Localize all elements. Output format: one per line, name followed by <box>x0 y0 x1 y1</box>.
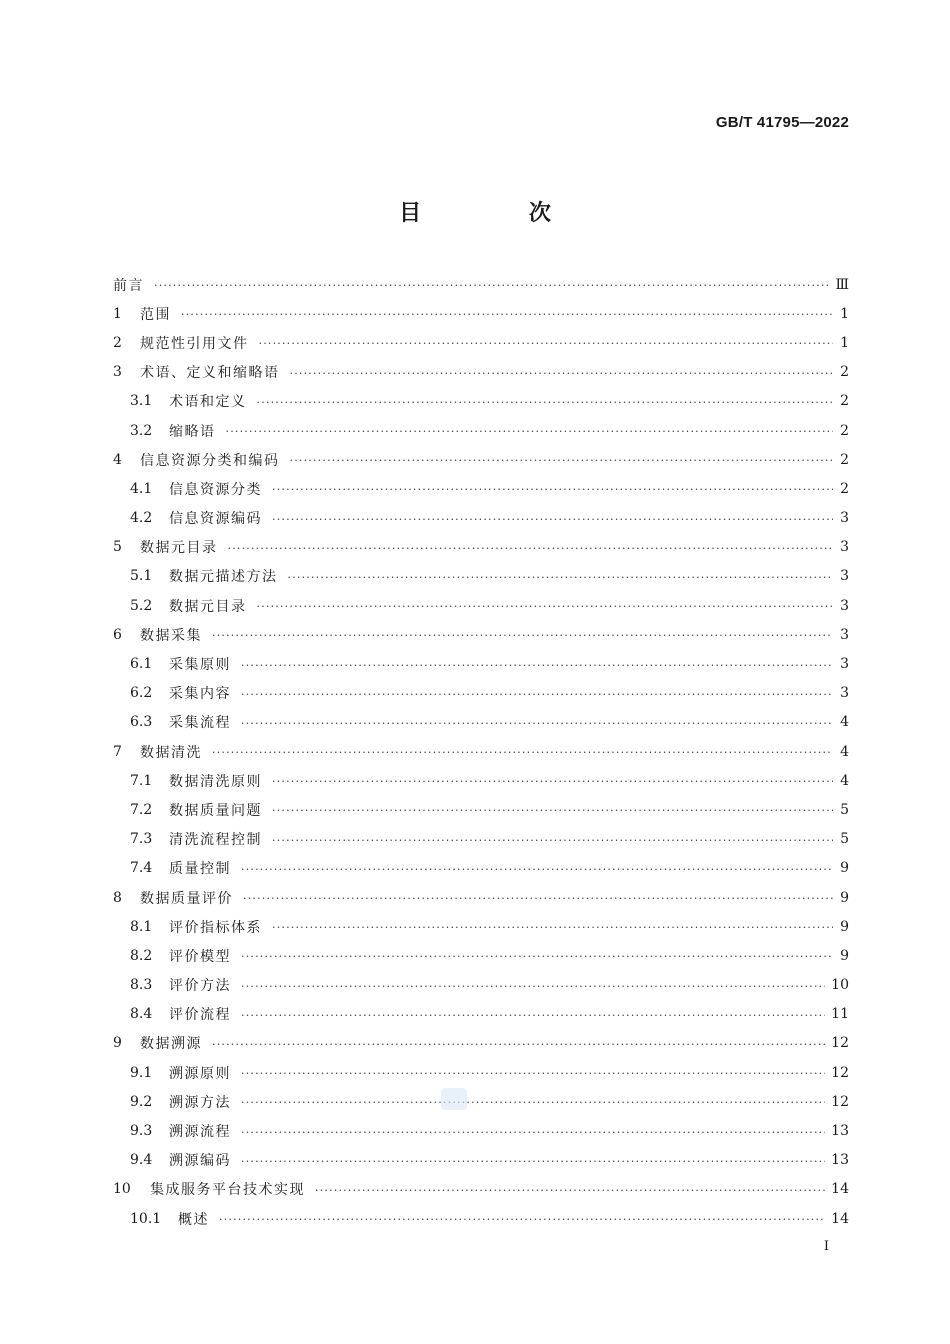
toc-entry-page: 12 <box>831 1093 849 1110</box>
toc-entry-page: Ⅲ <box>835 276 849 293</box>
toc-entry-title: 清洗流程控制 <box>169 832 262 849</box>
toc-entry-number: 6.1 <box>130 656 153 673</box>
toc-entry-page: 3 <box>840 597 849 614</box>
toc-entry-page: 3 <box>840 568 849 585</box>
toc-entry-title: 信息资源编码 <box>169 511 262 528</box>
toc-entry-page: 14 <box>831 1181 849 1198</box>
toc-leader-dots <box>315 1184 825 1197</box>
toc-leader-dots <box>154 279 829 292</box>
toc-leader-dots <box>219 1213 825 1226</box>
toc-entry-title: 质量控制 <box>169 861 231 878</box>
toc-entry-number: 8.1 <box>130 918 153 935</box>
toc-entry-page: 2 <box>840 480 849 497</box>
toc-entry-number: 1 <box>113 305 122 322</box>
toc-entry-title: 缩略语 <box>169 423 216 440</box>
toc-entry-page: 10 <box>831 977 849 994</box>
toc-entry-number: 4 <box>113 451 122 468</box>
toc-leader-dots <box>241 980 825 993</box>
toc-entry[interactable] <box>113 679 849 708</box>
toc-entry[interactable] <box>113 1175 849 1204</box>
toc-entry[interactable] <box>113 445 849 474</box>
toc-entry-number: 7.1 <box>130 772 153 789</box>
toc-entry-title: 前言 <box>113 277 144 294</box>
toc-entry[interactable] <box>113 533 849 562</box>
toc-leader-dots <box>181 308 833 321</box>
toc-entry-number: 8.2 <box>130 947 153 964</box>
toc-entry-title: 评价模型 <box>169 948 231 965</box>
toc-entry-title: 溯源编码 <box>169 1153 231 1170</box>
toc-entry-number: 2 <box>113 334 122 351</box>
toc-entry-page: 2 <box>840 451 849 468</box>
toc-entry-title: 范围 <box>140 306 171 323</box>
toc-leader-dots <box>272 513 833 526</box>
toc-entry-page: 4 <box>840 714 849 731</box>
toc-leader-dots <box>226 425 834 438</box>
toc-entry[interactable] <box>113 620 849 649</box>
toc-entry-title: 术语、定义和缩略语 <box>140 365 280 382</box>
toc-entry-page: 4 <box>840 743 849 760</box>
toc-entry-number: 6 <box>113 626 122 643</box>
toc-entry-page: 12 <box>831 1035 849 1052</box>
toc-entry-title: 术语和定义 <box>169 394 247 411</box>
toc-entry-title: 采集流程 <box>169 715 231 732</box>
toc-entry-number: 4.1 <box>130 480 153 497</box>
toc-entry-title: 数据质量问题 <box>169 802 262 819</box>
toc-entry[interactable] <box>113 912 849 941</box>
toc-entry[interactable] <box>113 1204 849 1233</box>
toc-leader-dots <box>241 1009 825 1022</box>
toc-entry-page: 2 <box>840 393 849 410</box>
toc-entry[interactable] <box>113 854 849 883</box>
toc-entry-title: 溯源原则 <box>169 1065 231 1082</box>
toc-entry[interactable] <box>113 474 849 503</box>
toc-entry-title: 采集原则 <box>169 657 231 674</box>
toc-entry-number: 7.2 <box>130 801 153 818</box>
toc-leader-dots <box>290 367 834 380</box>
toc-entry-page: 9 <box>840 918 849 935</box>
toc-entry-page: 14 <box>831 1210 849 1227</box>
toc-entry-title: 数据质量评价 <box>140 890 233 907</box>
toc-entry-page: 13 <box>831 1123 849 1140</box>
toc-entry-title: 采集内容 <box>169 686 231 703</box>
toc-leader-dots <box>272 921 833 934</box>
toc-entry-number: 9.3 <box>130 1123 153 1140</box>
toc-entry-number: 8.4 <box>130 1006 153 1023</box>
toc-leader-dots <box>290 454 834 467</box>
toc-leader-dots <box>241 863 833 876</box>
toc-leader-dots <box>241 950 833 963</box>
toc-entry[interactable] <box>113 825 849 854</box>
toc-entry[interactable] <box>113 358 849 387</box>
toc-entry[interactable] <box>113 504 849 533</box>
toc-entry[interactable] <box>113 737 849 766</box>
toc-entry[interactable] <box>113 299 849 328</box>
toc-entry[interactable] <box>113 795 849 824</box>
toc-entry-title: 数据溯源 <box>140 1036 202 1053</box>
toc-entry-number: 4.2 <box>130 510 153 527</box>
toc-entry-number: 10 <box>113 1181 131 1198</box>
toc-entry-page: 2 <box>840 364 849 381</box>
toc-entry-number: 3.2 <box>130 422 153 439</box>
toc-entry[interactable] <box>113 270 849 299</box>
toc-entry[interactable] <box>113 883 849 912</box>
toc-entry-number: 3 <box>113 364 122 381</box>
toc-entry-title: 信息资源分类 <box>169 481 262 498</box>
toc-leader-dots <box>257 600 834 613</box>
toc-entry[interactable] <box>113 766 849 795</box>
toc-entry[interactable] <box>113 328 849 357</box>
toc-entry[interactable] <box>113 416 849 445</box>
toc-entry-number: 5 <box>113 539 122 556</box>
toc-leader-dots <box>241 659 833 672</box>
toc-entry-number: 7.3 <box>130 831 153 848</box>
toc-entry-title: 规范性引用文件 <box>140 335 249 352</box>
toc-entry-page: 1 <box>840 334 849 351</box>
toc-entry-title: 数据采集 <box>140 627 202 644</box>
toc-entry-page: 4 <box>840 772 849 789</box>
toc-leader-dots <box>288 571 834 584</box>
toc-entry-page: 5 <box>840 831 849 848</box>
toc-entry[interactable] <box>113 1029 849 1058</box>
toc-entry-page: 12 <box>831 1064 849 1081</box>
toc-entry-number: 7.4 <box>130 860 153 877</box>
toc-entry-page: 3 <box>840 656 849 673</box>
toc-entry-title: 评价方法 <box>169 978 231 995</box>
toc-entry-title: 数据元目录 <box>169 598 247 615</box>
toc-entry-title: 概述 <box>178 1211 209 1228</box>
toc-leader-dots <box>212 1038 825 1051</box>
toc-entry-page: 11 <box>831 1006 849 1023</box>
toc-entry-number: 3.1 <box>130 393 153 410</box>
page-number: I <box>823 1239 829 1254</box>
toc-entry-page: 9 <box>840 860 849 877</box>
toc-leader-dots <box>241 688 833 701</box>
toc-entry[interactable] <box>113 941 849 970</box>
toc-entry-title: 评价指标体系 <box>169 919 262 936</box>
toc-entry-number: 8.3 <box>130 977 153 994</box>
toc-entry[interactable] <box>113 649 849 678</box>
toc-entry-page: 2 <box>840 422 849 439</box>
toc-entry-number: 9.4 <box>130 1152 153 1169</box>
toc-entry[interactable] <box>113 387 849 416</box>
toc-leader-dots <box>241 717 833 730</box>
toc-entry-number: 10.1 <box>130 1210 162 1227</box>
toc-entry-number: 9.2 <box>130 1093 153 1110</box>
toc-entry-title: 数据清洗原则 <box>169 773 262 790</box>
toc-entry-title: 评价流程 <box>169 1007 231 1024</box>
toc-entry[interactable] <box>113 1116 849 1145</box>
toc-leader-dots <box>259 337 834 350</box>
toc-leader-dots <box>228 542 834 555</box>
table-of-contents <box>113 270 849 1233</box>
toc-entry-title: 数据清洗 <box>140 744 202 761</box>
toc-leader-dots <box>272 834 833 847</box>
toc-entry-page: 5 <box>840 801 849 818</box>
standard-code: GB/T 41795—2022 <box>715 114 849 131</box>
toc-entry[interactable] <box>113 562 849 591</box>
toc-entry-number: 5.1 <box>130 568 153 585</box>
toc-entry-number: 8 <box>113 889 122 906</box>
toc-entry[interactable] <box>113 591 849 620</box>
toc-entry-page: 3 <box>840 685 849 702</box>
page-title: 目 次 <box>399 201 601 226</box>
toc-entry-page: 3 <box>840 539 849 556</box>
toc-leader-dots <box>212 746 833 759</box>
toc-entry-title: 数据元目录 <box>140 540 218 557</box>
toc-entry-title: 溯源流程 <box>169 1124 231 1141</box>
toc-leader-dots <box>243 892 833 905</box>
toc-entry-title: 信息资源分类和编码 <box>140 452 280 469</box>
toc-leader-dots <box>272 804 833 817</box>
toc-leader-dots <box>257 396 834 409</box>
toc-entry-number: 7 <box>113 743 122 760</box>
toc-entry-page: 1 <box>840 305 849 322</box>
toc-leader-dots <box>212 629 833 642</box>
toc-leader-dots <box>241 1067 825 1080</box>
toc-entry[interactable] <box>113 1000 849 1029</box>
toc-leader-dots <box>272 775 833 788</box>
toc-entry-page: 9 <box>840 947 849 964</box>
toc-entry-page: 3 <box>840 626 849 643</box>
watermark-logo <box>441 1088 467 1110</box>
toc-entry-number: 5.2 <box>130 597 153 614</box>
toc-entry[interactable] <box>113 708 849 737</box>
toc-entry-title: 集成服务平台技术实现 <box>150 1182 305 1199</box>
toc-leader-dots <box>241 1096 825 1109</box>
toc-entry-number: 9.1 <box>130 1064 153 1081</box>
toc-entry-title: 溯源方法 <box>169 1094 231 1111</box>
toc-leader-dots <box>241 1126 825 1139</box>
toc-entry[interactable] <box>113 1146 849 1175</box>
toc-entry-number: 9 <box>113 1035 122 1052</box>
toc-entry[interactable] <box>113 971 849 1000</box>
toc-entry-page: 3 <box>840 510 849 527</box>
toc-entry-title: 数据元描述方法 <box>169 569 278 586</box>
toc-entry-number: 6.3 <box>130 714 153 731</box>
toc-entry-number: 6.2 <box>130 685 153 702</box>
toc-leader-dots <box>241 1155 825 1168</box>
toc-entry[interactable] <box>113 1087 849 1116</box>
toc-entry-page: 13 <box>831 1152 849 1169</box>
toc-entry[interactable] <box>113 1058 849 1087</box>
toc-entry-page: 9 <box>840 889 849 906</box>
toc-leader-dots <box>272 483 833 496</box>
